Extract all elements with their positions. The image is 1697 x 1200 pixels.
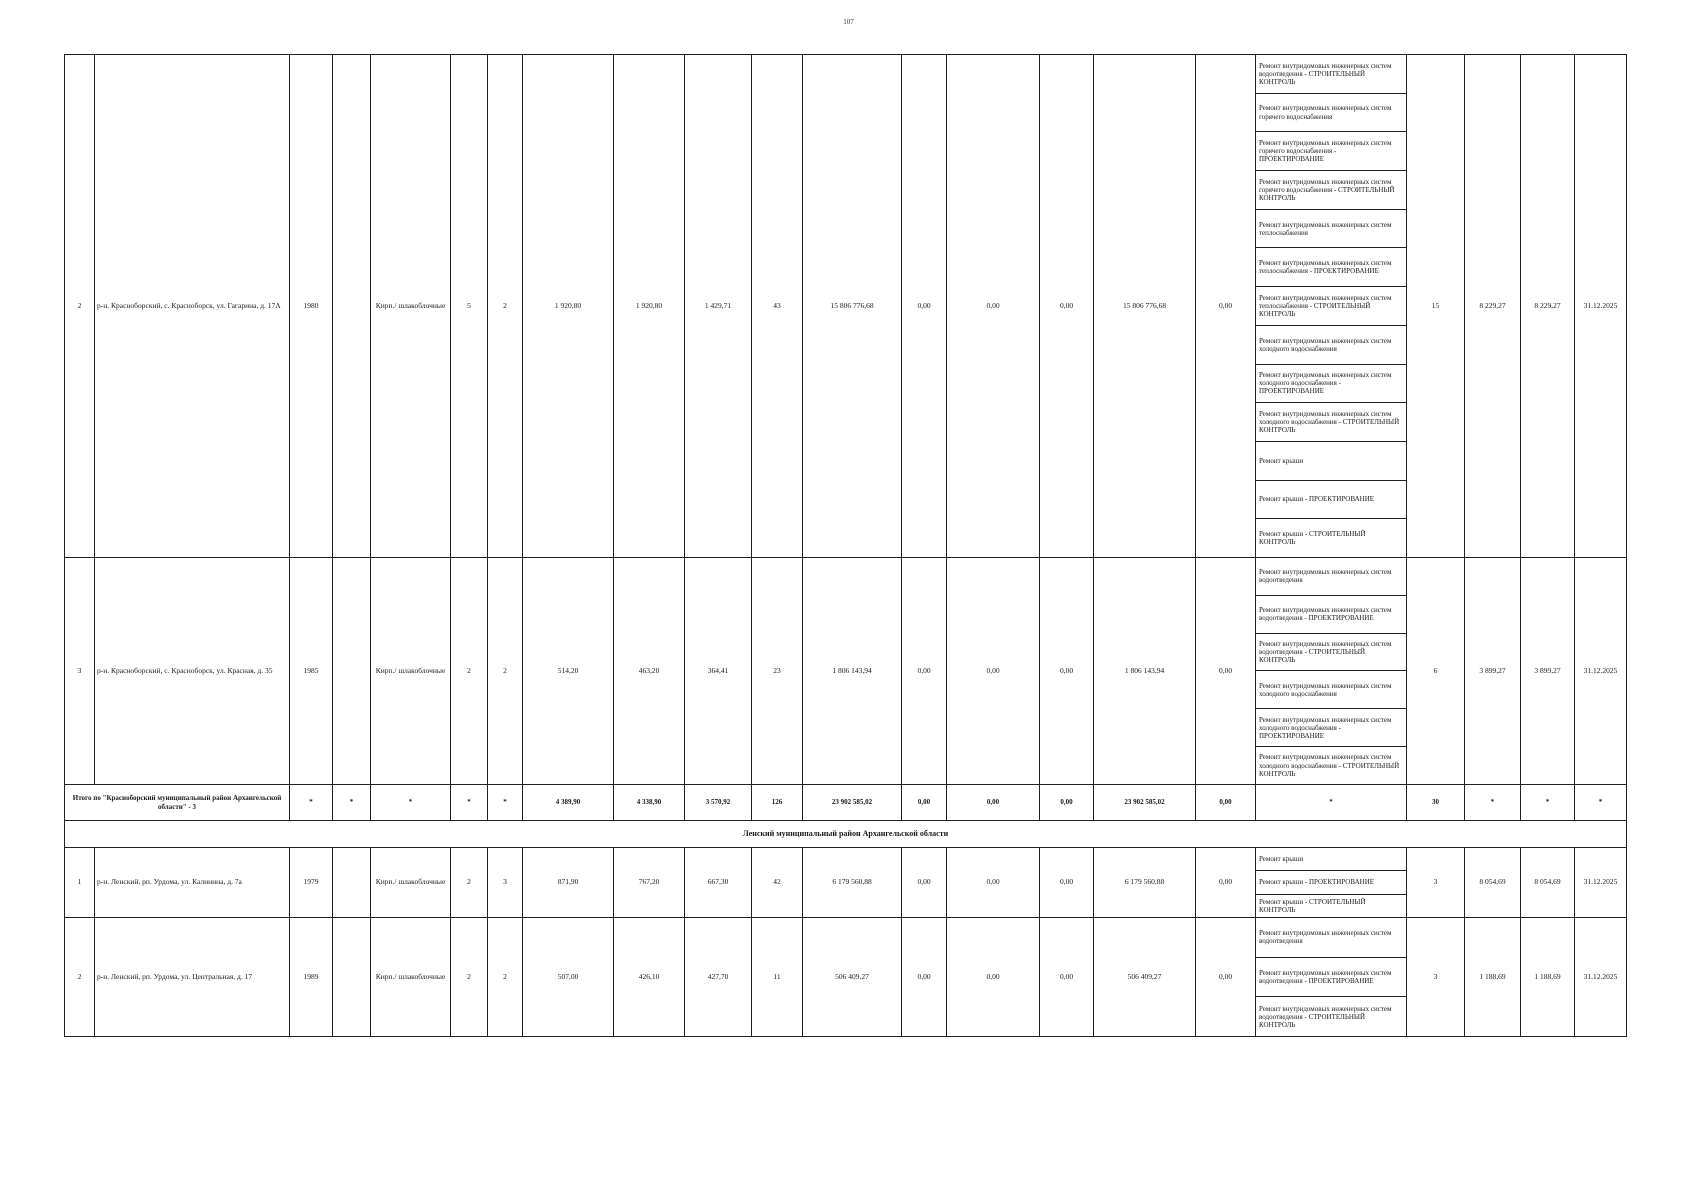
total-area-premises-cell: 4 338,90 [614, 785, 685, 821]
works-list [1256, 55, 1406, 557]
cost-total-cell: 15 806 776,68 [803, 55, 902, 558]
residents-cell: 43 [752, 55, 803, 558]
works-list-cell [1256, 558, 1407, 785]
work-item: Ремонт внутридомовых инженерных систем горячего водоснабжения [1256, 94, 1406, 133]
works-list [1256, 848, 1406, 917]
total-area-total-cell: 4 389,90 [523, 785, 614, 821]
living-area-cell: 667,30 [685, 848, 752, 918]
total-fund-2-cell: 0,00 [947, 785, 1040, 821]
work-item: Ремонт внутридомовых инженерных систем холодного водоснабжения [1256, 671, 1406, 709]
unit-cost-max-cell: 8 054,69 [1521, 848, 1575, 918]
total-works-count-cell: 30 [1407, 785, 1465, 821]
fund-cell: 0,00 [1040, 848, 1094, 918]
total-material-cell: * [371, 785, 451, 821]
unit-cost-cell: 8 229,27 [1465, 55, 1521, 558]
total-deadline-cell: * [1575, 785, 1627, 821]
total-fund-1-cell: 0,00 [902, 785, 947, 821]
work-item: Ремонт крыши - СТРОИТЕЛЬНЫЙ КОНТРОЛЬ [1259, 530, 1366, 547]
row-number: 2 [65, 55, 95, 558]
works-list [1256, 918, 1406, 1036]
unit-cost-cell: 1 188,69 [1465, 918, 1521, 1037]
total-works-cell: * [1256, 785, 1407, 821]
repair-program-table [64, 54, 1627, 1037]
fund-cell: 0,00 [1040, 55, 1094, 558]
work-item: Ремонт крыши - ПРОЕКТИРОВАНИЕ [1256, 871, 1406, 894]
section-heading-row [65, 821, 1627, 848]
total-area-cell: 1 920,80 [523, 55, 614, 558]
fund-owners-cell: 6 179 560,88 [1094, 848, 1196, 918]
deadline-cell: 31.12.2025 [1575, 558, 1627, 785]
work-item: Ремонт внутридомовых инженерных систем водоотведения - ПРОЕКТИРОВАНИЕ [1256, 596, 1406, 634]
unit-cost-max-cell: 8 229,27 [1521, 55, 1575, 558]
floors-cell: 2 [451, 558, 488, 785]
blank-cell [333, 558, 371, 785]
total-entrances-cell: * [488, 785, 523, 821]
work-item: Ремонт внутридомовых инженерных систем водоотведения - ПРОЕКТИРОВАНИЕ [1256, 958, 1406, 998]
deadline-cell: 31.12.2025 [1575, 55, 1627, 558]
address-cell: р-н. Красноборский, с. Красноборск, ул. Гагарина, д. 17А [95, 55, 290, 558]
floors-cell: 2 [451, 848, 488, 918]
cost-total-cell: 506 409,27 [803, 918, 902, 1037]
table-row [65, 558, 1627, 785]
living-area-cell: 427,70 [685, 918, 752, 1037]
work-item: Ремонт внутридомовых инженерных систем водоотведения - СТРОИТЕЛЬНЫЙ КОНТРОЛЬ [1259, 1004, 1392, 1029]
address-cell: р-н. Красноборский, с. Красноборск, ул. Красная, д. 35 [95, 558, 290, 785]
work-item: Ремонт внутридомовых инженерных систем горячего водоснабжения - ПРОЕКТИРОВАНИЕ [1256, 132, 1406, 171]
fund-cell: 0,00 [902, 848, 947, 918]
work-item: Ремонт внутридомовых инженерных систем водоотведения - СТРОИТЕЛЬНЫЙ КОНТРОЛЬ [1256, 634, 1406, 672]
work-item: Ремонт крыши - СТРОИТЕЛЬНЫЙ КОНТРОЛЬ [1259, 897, 1366, 914]
work-item: Ремонт внутридомовых инженерных систем холодного водоснабжения - ПРОЕКТИРОВАНИЕ [1256, 365, 1406, 404]
fund-cell: 0,00 [1040, 918, 1094, 1037]
fund-cell: 0,00 [902, 558, 947, 785]
living-area-cell: 364,41 [685, 558, 752, 785]
work-item: Ремонт внутридомовых инженерных систем холодного водоснабжения - СТРОИТЕЛЬНЫЙ КОНТРОЛЬ [1256, 403, 1406, 442]
fund-cell: 0,00 [947, 558, 1040, 785]
wall-material-cell: Кирп./ шлакоблочные [371, 55, 451, 558]
build-year-cell: 1980 [290, 55, 333, 558]
page-number: 107 [843, 18, 854, 26]
unit-cost-cell: 3 899,27 [1465, 558, 1521, 785]
total-fund-5-cell: 0,00 [1196, 785, 1256, 821]
entrances-cell: 2 [488, 55, 523, 558]
deadline-cell: 31.12.2025 [1575, 918, 1627, 1037]
work-item: Ремонт внутридомовых инженерных систем холодного водоснабжения - ПРОЕКТИРОВАНИЕ [1256, 709, 1406, 747]
fund-cell: 0,00 [1196, 848, 1256, 918]
fund-cell: 0,00 [1196, 918, 1256, 1037]
total-blank-cell: * [333, 785, 371, 821]
floors-cell: 2 [451, 918, 488, 1037]
entrances-cell: 2 [488, 558, 523, 785]
works-list-cell [1256, 848, 1407, 918]
works-count-cell: 15 [1407, 55, 1465, 558]
premises-area-cell: 426,10 [614, 918, 685, 1037]
total-residents-cell: 126 [752, 785, 803, 821]
blank-cell [333, 55, 371, 558]
fund-cell: 0,00 [1196, 558, 1256, 785]
entrances-cell: 3 [488, 848, 523, 918]
works-count-cell: 6 [1407, 558, 1465, 785]
district-total-row [65, 785, 1627, 821]
build-year-cell: 1989 [290, 918, 333, 1037]
work-item: Ремонт внутридомовых инженерных систем водоотведения [1256, 558, 1406, 596]
premises-area-cell: 1 920,80 [614, 55, 685, 558]
works-list-cell [1256, 918, 1407, 1037]
work-item: Ремонт крыши [1256, 442, 1406, 481]
work-item: Ремонт внутридомовых инженерных систем холодного водоснабжения - СТРОИТЕЛЬНЫЙ КОНТРОЛЬ [1259, 753, 1400, 778]
premises-area-cell: 767,20 [614, 848, 685, 918]
row-number: 2 [65, 918, 95, 1037]
works-list [1256, 558, 1406, 784]
total-area-cell: 514,20 [523, 558, 614, 785]
entrances-cell: 2 [488, 918, 523, 1037]
unit-cost-cell: 8 054,69 [1465, 848, 1521, 918]
row-number: 3 [65, 558, 95, 785]
unit-cost-max-cell: 1 188,69 [1521, 918, 1575, 1037]
table-row [65, 55, 1627, 558]
address-cell: р-н. Ленский, рп. Урдома, ул. Калинина, д. 7а [95, 848, 290, 918]
fund-cell: 0,00 [947, 848, 1040, 918]
residents-cell: 42 [752, 848, 803, 918]
work-item: Ремонт крыши [1256, 848, 1406, 871]
total-area-living-cell: 3 570,92 [685, 785, 752, 821]
build-year-cell: 1985 [290, 558, 333, 785]
total-unit-cost-max-cell: * [1521, 785, 1575, 821]
work-item: Ремонт внутридомовых инженерных систем холодного водоснабжения [1256, 326, 1406, 365]
fund-cell: 0,00 [902, 55, 947, 558]
works-list-cell [1256, 55, 1407, 558]
works-count-cell: 3 [1407, 848, 1465, 918]
work-item: Ремонт внутридомовых инженерных систем теплоснабжения - СТРОИТЕЛЬНЫЙ КОНТРОЛЬ [1256, 287, 1406, 326]
wall-material-cell: Кирп./ шлакоблочные [371, 918, 451, 1037]
fund-cell: 0,00 [902, 918, 947, 1037]
premises-area-cell: 463,20 [614, 558, 685, 785]
work-item: Ремонт внутридомовых инженерных систем водоотведения [1256, 918, 1406, 958]
unit-cost-max-cell: 3 899,27 [1521, 558, 1575, 785]
section-title: Ленский муниципальный район Архангельской области [65, 821, 1627, 848]
row-number: 1 [65, 848, 95, 918]
work-item: Ремонт крыши - ПРОЕКТИРОВАНИЕ [1256, 481, 1406, 520]
floors-cell: 5 [451, 55, 488, 558]
fund-owners-cell: 15 806 776,68 [1094, 55, 1196, 558]
cost-total-cell: 6 179 560,88 [803, 848, 902, 918]
wall-material-cell: Кирп./ шлакоблочные [371, 558, 451, 785]
total-area-cell: 507,00 [523, 918, 614, 1037]
table-row [65, 918, 1627, 1037]
work-item: Ремонт внутридомовых инженерных систем теплоснабжения - ПРОЕКТИРОВАНИЕ [1256, 248, 1406, 287]
fund-owners-cell: 506 409,27 [1094, 918, 1196, 1037]
total-floors-cell: * [451, 785, 488, 821]
work-item: Ремонт внутридомовых инженерных систем горячего водоснабжения - СТРОИТЕЛЬНЫЙ КОНТРОЛЬ [1256, 171, 1406, 210]
fund-owners-cell: 1 806 143,94 [1094, 558, 1196, 785]
fund-cell: 0,00 [947, 918, 1040, 1037]
total-label: Итого по "Красноборский муниципальный район Архангельской области" - 3 [65, 785, 290, 821]
wall-material-cell: Кирп./ шлакоблочные [371, 848, 451, 918]
total-fund-4-cell: 23 902 585,02 [1094, 785, 1196, 821]
residents-cell: 23 [752, 558, 803, 785]
total-fund-3-cell: 0,00 [1040, 785, 1094, 821]
build-year-cell: 1979 [290, 848, 333, 918]
total-cost-total-cell: 23 902 585,02 [803, 785, 902, 821]
work-item: Ремонт внутридомовых инженерных систем водоотведения - СТРОИТЕЛЬНЫЙ КОНТРОЛЬ [1256, 55, 1406, 94]
deadline-cell: 31.12.2025 [1575, 848, 1627, 918]
fund-cell: 0,00 [1040, 558, 1094, 785]
total-year-cell: * [290, 785, 333, 821]
residents-cell: 11 [752, 918, 803, 1037]
living-area-cell: 1 429,71 [685, 55, 752, 558]
total-area-cell: 871,90 [523, 848, 614, 918]
fund-cell: 0,00 [1196, 55, 1256, 558]
address-cell: р-н. Ленский, рп. Урдома, ул. Центральная, д. 17 [95, 918, 290, 1037]
cost-total-cell: 1 806 143,94 [803, 558, 902, 785]
fund-cell: 0,00 [947, 55, 1040, 558]
works-count-cell: 3 [1407, 918, 1465, 1037]
table-row [65, 848, 1627, 918]
blank-cell [333, 918, 371, 1037]
total-unit-cost-cell: * [1465, 785, 1521, 821]
work-item: Ремонт внутридомовых инженерных систем теплоснабжения [1256, 210, 1406, 249]
blank-cell [333, 848, 371, 918]
